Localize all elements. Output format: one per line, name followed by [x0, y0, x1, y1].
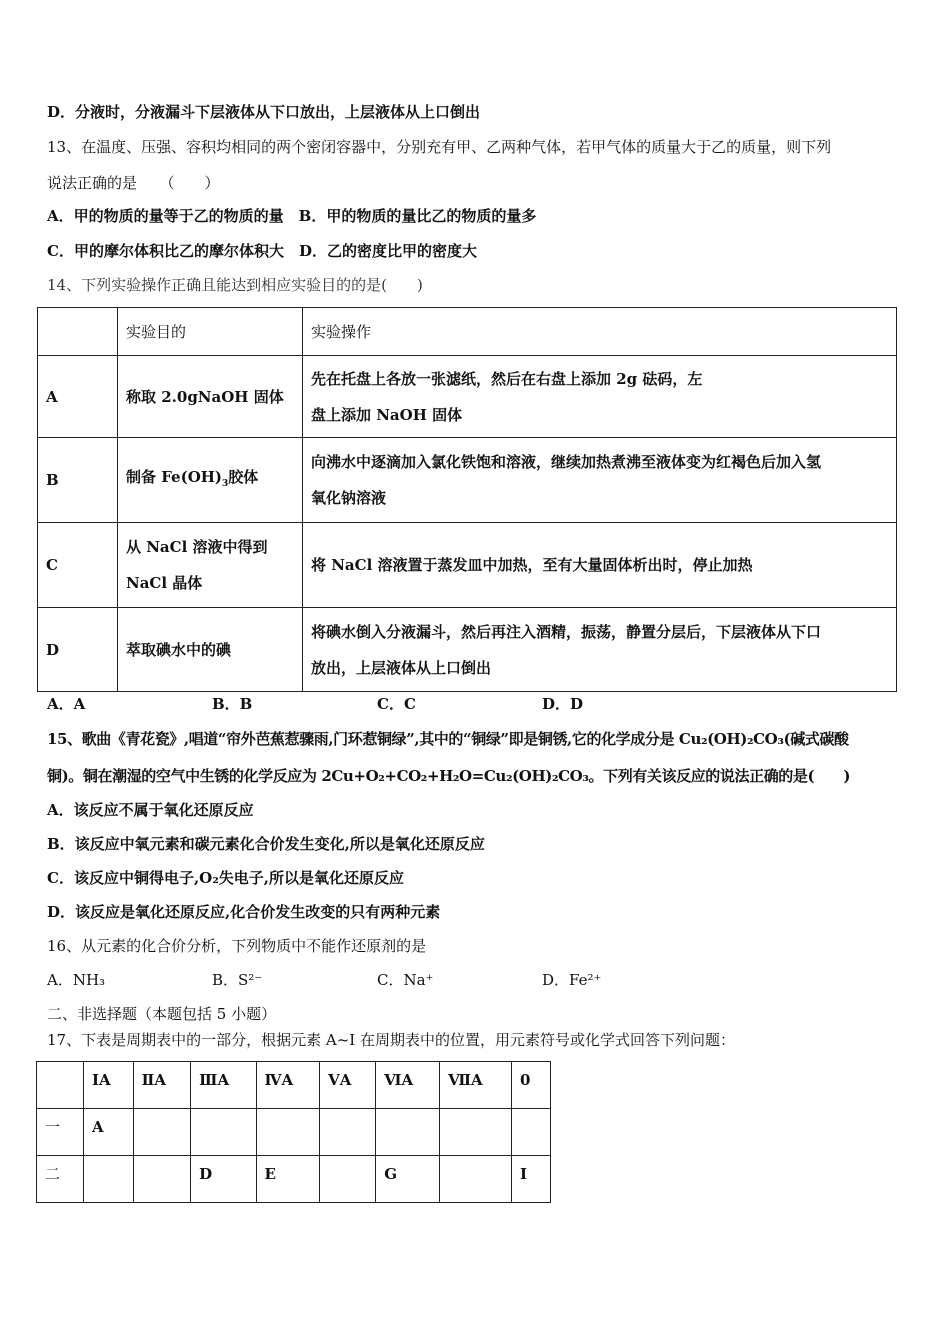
q15-option-d: D．该反应是氧化还原反应,化合价发生改变的只有两种元素: [47, 903, 441, 921]
operation-line: 放出，上层液体从上口倒出: [311, 658, 492, 677]
cell: [512, 1109, 551, 1156]
q15-stem: 15、歌曲《青花瓷》,唱道“帘外芭蕉惹骤雨,门环惹铜绿”,其中的“铜绿”即是铜锈,它的化学成分是 Cu₂(OH)₂CO₃(碱式碳酸: [47, 730, 849, 748]
cell: [133, 1109, 191, 1156]
cell: [320, 1156, 376, 1203]
header-purpose: 实验目的: [118, 308, 303, 356]
option-b: B．S²⁻: [212, 971, 263, 989]
purpose-text: 胶体: [228, 467, 259, 486]
q12-option-d: D．分液时，分液漏斗下层液体从下口放出，上层液体从上口倒出: [47, 103, 481, 121]
option-d: D．Fe²⁺: [542, 971, 602, 989]
table-row: [38, 356, 897, 438]
operation-line: 向沸水中逐滴加入氯化铁饱和溶液，继续加热煮沸至液体变为红褐色后加入氢: [311, 453, 822, 471]
q15-option-a: A．该反应不属于氧化还原反应: [47, 801, 254, 819]
q15-option-b: B．该反应中氧元素和碳元素化合价发生变化,所以是氧化还原反应: [47, 835, 485, 853]
answer-b: B．B: [212, 695, 253, 713]
q14-stem: 14、下列实验操作正确且能达到相应实验目的的是( ): [47, 276, 423, 294]
cell: D: [191, 1156, 256, 1203]
table-row: [37, 1062, 551, 1109]
purpose-cell: 称取 2.0gNaOH 固体: [118, 356, 303, 438]
header-cell: [37, 1062, 84, 1109]
option-label: A: [38, 356, 118, 438]
cell: [440, 1109, 512, 1156]
q13-stem-cont: 说法正确的是 （ ）: [47, 174, 220, 192]
purpose-cell: [118, 523, 303, 608]
period-label: 一: [37, 1109, 84, 1156]
q16-stem: 16、从元素的化合价分析，下列物质中不能作还原剂的是: [47, 937, 427, 955]
header-cell: ⅥA: [376, 1062, 440, 1109]
header-cell: ⅢA: [191, 1062, 256, 1109]
purpose-cell: 萃取碘水中的碘: [118, 608, 303, 692]
purpose-cell: [118, 438, 303, 523]
operation-line: 盘上添加 NaOH 固体: [311, 405, 463, 424]
cell: [376, 1109, 440, 1156]
header-cell: ⅠA: [84, 1062, 134, 1109]
cell: [191, 1109, 256, 1156]
operation-cell: [303, 438, 897, 523]
answer-c: C．C: [377, 695, 416, 713]
header-cell: ⅡA: [133, 1062, 191, 1109]
cell: E: [256, 1156, 320, 1203]
operation-line: 氧化钠溶液: [311, 489, 387, 507]
purpose-text: 制备 Fe(OH): [126, 467, 223, 486]
cell: G: [376, 1156, 440, 1203]
cell: I: [512, 1156, 551, 1203]
purpose-line: NaCl 晶体: [126, 574, 203, 592]
table-row: [38, 523, 897, 608]
q15-stem-cont: 铜)。铜在潮湿的空气中生锈的化学反应为 2Cu+O₂+CO₂+H₂O=Cu₂(OH)₂CO₃。下列有关该反应的说法正确的是( ): [47, 767, 851, 785]
answer-d: D．D: [542, 695, 584, 713]
option-a: A．NH₃: [47, 971, 106, 989]
subscript: 3: [222, 478, 229, 489]
operation-line: 将碘水倒入分液漏斗，然后再注入酒精，振荡，静置分层后，下层液体从下口: [311, 622, 822, 641]
q13-options-cd: C．甲的摩尔体积比乙的摩尔体积大 D．乙的密度比甲的密度大: [47, 242, 477, 260]
option-label: B: [38, 438, 118, 523]
header-operation: 实验操作: [303, 308, 897, 356]
option-label: C: [38, 523, 118, 608]
header-cell: ⅤA: [320, 1062, 376, 1109]
cell: [133, 1156, 191, 1203]
header-cell: 0: [512, 1062, 551, 1109]
q13-stem: 13、在温度、压强、容积均相同的两个密闭容器中，分别充有甲、乙两种气体，若甲气体的质量大于乙的质量，则下列: [47, 138, 832, 156]
period-label: 二: [37, 1156, 84, 1203]
cell: [440, 1156, 512, 1203]
table-row: [38, 608, 897, 692]
operation-cell: [303, 356, 897, 438]
q17-stem: 17、下表是周期表中的一部分，根据元素 A~I 在周期表中的位置，用元素符号或化学式回答下列问题：: [47, 1031, 735, 1049]
table-row: [37, 1156, 551, 1203]
q13-options-ab: A．甲的物质的量等于乙的物质的量 B．甲的物质的量比乙的物质的量多: [47, 207, 537, 225]
answer-a: A．A: [47, 695, 86, 713]
table-row: [38, 438, 897, 523]
cell: A: [84, 1109, 134, 1156]
cell: [256, 1109, 320, 1156]
option-c: C．Na⁺: [377, 971, 434, 989]
operation-line: 先在托盘上各放一张滤纸，然后在右盘上添加 2g 砝码，左: [311, 369, 703, 388]
periodic-table: [36, 1061, 551, 1203]
header-cell: [38, 308, 118, 356]
q14-table: [37, 307, 897, 692]
header-cell: ⅣA: [256, 1062, 320, 1109]
purpose-line: 从 NaCl 溶液中得到: [126, 538, 268, 556]
option-label: D: [38, 608, 118, 692]
table-row: [37, 1109, 551, 1156]
operation-cell: [303, 608, 897, 692]
cell: [84, 1156, 134, 1203]
q15-option-c: C．该反应中铜得电子,O₂失电子,所以是氧化还原反应: [47, 869, 405, 887]
operation-cell: 将 NaCl 溶液置于蒸发皿中加热，至有大量固体析出时，停止加热: [303, 523, 897, 608]
section-heading: 二、非选择题（本题包括 5 小题）: [47, 1005, 277, 1023]
cell: [320, 1109, 376, 1156]
header-cell: ⅦA: [440, 1062, 512, 1109]
